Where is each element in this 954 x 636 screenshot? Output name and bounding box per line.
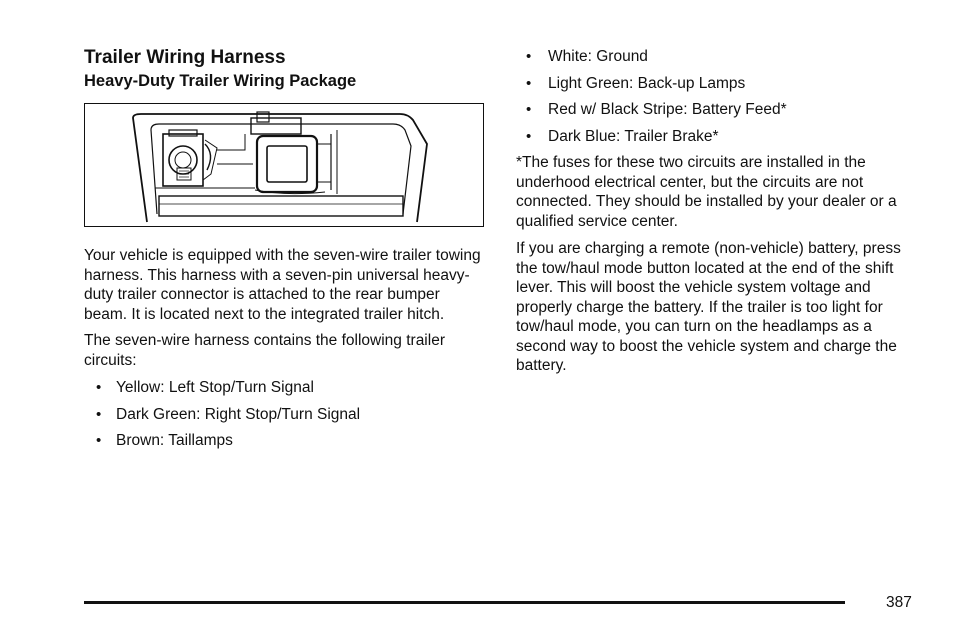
page-number: 387: [886, 594, 912, 611]
bullet-icon: •: [526, 127, 532, 145]
hitch-receiver: [257, 136, 317, 192]
trailer-connector-illustration: [85, 104, 485, 228]
bullet-icon: •: [526, 101, 532, 118]
circuit-list-right: [516, 47, 926, 146]
intro-paragraph: Your vehicle is equipped with the seven-wire trailer towing harness. This harness with a seven-pin universal heavy-duty trailer connector is attached to the rear bumper beam. It is located next to the integrated trailer hitch.: [84, 247, 481, 323]
circuits-intro-paragraph: The seven-wire harness contains the following trailer circuits:: [84, 332, 445, 369]
bullet-icon: •: [96, 379, 102, 396]
bullet-icon: •: [96, 405, 102, 423]
section-title: Trailer Wiring Harness: [84, 47, 286, 68]
list-item: • Yellow: Left Stop/Turn Signal: [96, 379, 314, 396]
bumper-bottom-plate: [159, 196, 403, 216]
list-item: • White: Ground: [526, 48, 648, 65]
list-item: • Red w/ Black Stripe: Battery Feed*: [526, 101, 787, 118]
trailer-connector-figure: [84, 103, 484, 227]
bullet-icon: •: [526, 74, 532, 92]
circuit-list-left: [84, 378, 486, 451]
section-subtitle: Heavy-Duty Trailer Wiring Package: [84, 72, 357, 90]
hitch-bracket: [251, 118, 301, 134]
connector-socket: [169, 146, 197, 174]
bullet-icon: •: [96, 432, 102, 449]
bullet-icon: •: [526, 48, 532, 65]
battery-charging-paragraph: If you are charging a remote (non-vehicle) battery, press the tow/haul mode button located at the end of the shift lever. This will boost the vehicle system voltage and properly charge the battery. If the trailer is too light for tow/haul mode, you can turn on the headlamps as a second way to boost the vehicle system and charge the battery.: [516, 240, 901, 374]
footer-rule: [84, 601, 845, 604]
list-item: • Dark Blue: Trailer Brake*: [526, 127, 719, 145]
left-column: [84, 47, 486, 458]
right-column: [516, 47, 926, 376]
list-item: • Light Green: Back-up Lamps: [526, 74, 746, 92]
bumper-inner-outline: [151, 124, 411, 214]
list-item: • Brown: Taillamps: [96, 432, 233, 449]
list-item: • Dark Green: Right Stop/Turn Signal: [96, 405, 361, 423]
fuse-note-paragraph: *The fuses for these two circuits are installed in the underhood electrical center, but the circuits are not connected. They should be installed by your dealer or a qualified service center.: [516, 154, 897, 230]
